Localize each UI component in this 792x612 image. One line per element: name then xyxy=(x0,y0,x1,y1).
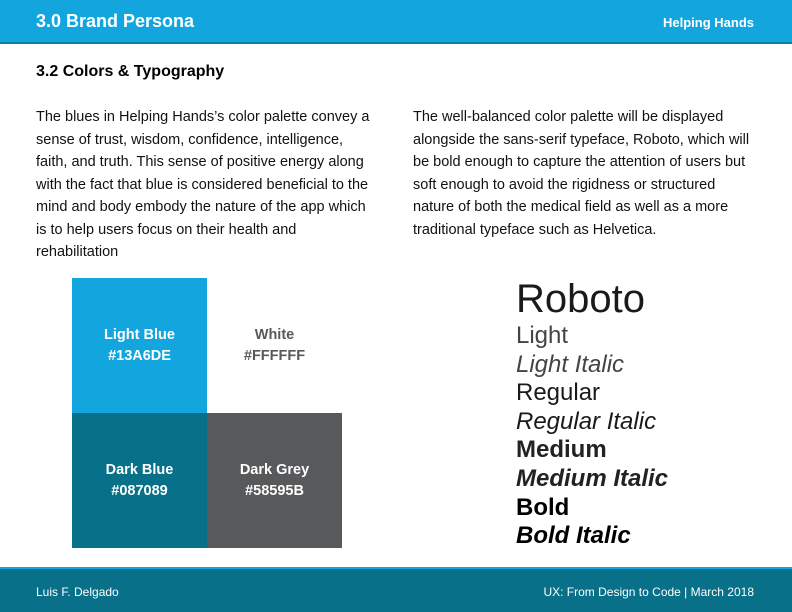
swatch-hex: #13A6DE xyxy=(108,347,171,364)
swatch-name: Dark Grey xyxy=(239,461,310,478)
footer-author: Luis F. Delgado xyxy=(36,585,119,599)
swatch-hex: #FFFFFF xyxy=(243,347,306,364)
typeface-name: Roboto xyxy=(516,277,645,321)
swatch-light-blue xyxy=(72,278,207,413)
swatch-white xyxy=(207,278,342,413)
swatch-hex: #58595B xyxy=(245,482,304,499)
footer-course-info: UX: From Design to Code | March 2018 xyxy=(543,585,754,599)
weight-medium: Medium xyxy=(516,436,607,464)
swatch-dark-grey xyxy=(207,413,342,548)
page-footer xyxy=(0,567,792,612)
palette-description: The blues in Helping Hands’s color palette convey a sense of trust, wisdom, confidence, intelligence, faith, and truth. This sense of positive energy along with the fact that blue is considered beneficial to the mind and body embody the nature of the app which is to help users focus on their health and rehabilitation xyxy=(36,109,370,260)
weight-regular: Regular xyxy=(516,379,601,407)
page-section-title: 3.0 Brand Persona xyxy=(36,11,195,31)
weight-light: Light xyxy=(516,322,569,349)
swatch-name: Dark Blue xyxy=(105,461,174,478)
swatch-dark-blue xyxy=(72,413,207,548)
weight-bold-italic: Bold Italic xyxy=(516,522,631,550)
page-header xyxy=(0,0,792,44)
swatch-name: White xyxy=(254,326,295,343)
weight-light-italic: Light Italic xyxy=(516,350,625,378)
weight-medium-italic: Medium Italic xyxy=(516,464,669,492)
swatch-hex: #087089 xyxy=(111,482,168,499)
weight-regular-italic: Regular Italic xyxy=(516,407,657,435)
typography-description: The well-balanced color palette will be displayed alongside the sans-serif typeface, Roboto, which will be bold enough to capture the attention of users but soft enough to avoid the rigidness or structured nature of both the medical field as well as a more traditional typeface such as Helvetica. xyxy=(413,109,750,238)
brand-name: Helping Hands xyxy=(662,15,754,30)
subsection-heading: 3.2 Colors & Typography xyxy=(36,63,225,80)
typeface-weight-list xyxy=(516,322,668,551)
swatch-name: Light Blue xyxy=(104,326,175,343)
weight-bold: Bold xyxy=(516,493,570,521)
